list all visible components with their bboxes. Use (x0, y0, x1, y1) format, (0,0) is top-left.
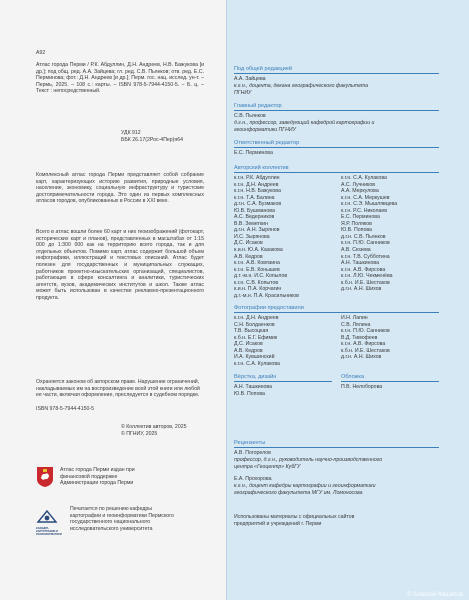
list-item: С.В. Лялина (341, 321, 371, 328)
reviewer-2-desc: к.г.н., доцент кафедры картографии и геоинформатики географического факультета МГУ им. Ломоносова (234, 483, 376, 496)
photo-credits-right (341, 315, 390, 361)
heading-rule (234, 147, 439, 148)
list-item: к.г.н. Е.В. Конышев (234, 266, 280, 273)
list-item: Д.С. Исаков (234, 341, 263, 348)
list-item: к.и.н. П.А. Корчагин (234, 286, 282, 293)
list-item: А.В. Кедров (234, 253, 263, 260)
perm-coat-of-arms-icon (36, 466, 54, 488)
list-item: к.г.н. Р.С. Николаев (341, 207, 387, 214)
atlas-description: Комплексный атлас города Перми представляет собой собрание карт, характеризующих историю развития, природные условия, население, экономику, социальную инфраструктуру и туристские достопримечательности города. Это один из первых комплексных атласов городов, опубликованных в России в XXI веке. (36, 172, 204, 205)
administration-support: Атлас города Перми издан при финансовой поддержке Администрации города Перми (60, 467, 135, 487)
heading-rule (341, 381, 439, 382)
list-item: к.г.н. С.Э. Мышлявцева (341, 201, 398, 208)
general-editor-heading: Под общей редакцией (234, 66, 292, 72)
list-item: И.А. Кувшинский (234, 354, 275, 361)
department-logo (36, 508, 58, 526)
list-item: д.г.н. А.Н. Шихов (341, 286, 382, 293)
heading-rule (234, 73, 439, 74)
list-item: А.С. Лучников (341, 181, 376, 188)
list-item: А.В. Сюзева (341, 247, 371, 254)
list-item: к.г.н. Т.В. Субботина (341, 253, 390, 260)
heading-rule (234, 447, 439, 448)
list-item: А.Н. Ташкинова (234, 384, 273, 390)
isbn: ISBN 978-5-7944-4150-5 (36, 406, 94, 412)
responsible-editor-heading: Ответственный редактор (234, 140, 300, 146)
sources-note: Использованы материалы с официальных сайтов предприятий и учреждений г. Перми (234, 514, 355, 527)
list-item: к.г.н. Д.Н. Андреев (234, 315, 279, 321)
list-item: к.г.н. П.Ю. Санников (341, 240, 390, 247)
general-editor-desc: к.г.н., доцента, декана географического факультета ПГНИУ (234, 83, 369, 96)
list-item: д.г.-м.н. П.А. Красильников (234, 292, 299, 299)
list-item: к.б.н. И.Е. Шестаков (341, 279, 390, 286)
bibliographic-record: Атлас города Перми / Р.К. Абдуллин, Д.Н. Андреев, Н.В. Бажукова [и др.]; под общ. ред. А.А. Зайцева; гл. ред. С.В. Пьянков; отв. ред. Е.С. Перминова; фот.: Д.Н. Андреев [и др.]; Перм. гос. нац. исслед. ун-т. – Пермь, 2025. – 108 с.: карты. – ISBN 978-5-7944-4150-5. – Б. ц. – Текст : непосредственный. (36, 62, 204, 95)
layout-design-heading: Вёрстка, дизайн (234, 374, 277, 380)
list-item: к.г.н. А.В. Фирсова (341, 266, 386, 273)
heading-rule (234, 381, 332, 382)
list-item: к.и.н. Ю.А. Казакова (234, 247, 283, 254)
authors-heading: Авторский коллектив (234, 165, 289, 171)
layout-design-names (234, 384, 272, 397)
list-item: А.В. Кедров (234, 347, 263, 354)
list-item: И.С. Зырянова (234, 233, 270, 240)
heading-rule (234, 312, 439, 313)
authors-list-left (234, 175, 299, 299)
reviewers-heading: Рецензенты (234, 440, 266, 446)
list-item: В.Д. Тимофеев (341, 334, 378, 341)
list-item: к.б.н. Е.Г. Ефимик (234, 334, 278, 341)
column-divider (226, 0, 227, 600)
cover-designer-name: П.В. Нелоборова (341, 384, 383, 390)
copyright-authors: © Коллектив авторов, 2025 (121, 424, 187, 430)
list-item: д.г.н. С.В. Пьянков (341, 233, 386, 240)
printing-decision: Печатается по решению кафедры картографии и геоинформатики Пермского государственного национального исследовательского университета (70, 506, 174, 532)
photo-credits-left (234, 315, 280, 367)
watermark: © Алексей Кашапов (407, 592, 463, 598)
list-item: Ю.В. Попова (234, 390, 265, 397)
list-item: к.г.н. Т.А. Балина (234, 194, 275, 201)
list-item: А.Н. Ташкинова (341, 260, 380, 267)
copyright-notice: Охраняется законом об авторском праве. Нарушение ограничений, накладываемых им на воспроизведение всей этой книги или любой ее части, включая оформление, преследуется в судебном порядке. (36, 379, 200, 399)
list-item: В.В. Земеткин (234, 220, 268, 227)
list-item: к.г.н. Л.Ю. Чекменёва (341, 273, 393, 280)
list-item: к.г.н. С.А. Кулакова (234, 360, 280, 367)
reviewer-2-name: Е.А. Прохорова (234, 476, 272, 482)
list-item: Е.С. Перминова (341, 214, 380, 221)
list-item: к.г.н. А.В. Ковязина (234, 260, 280, 267)
list-item: к.г.н. Д.Н. Андреев (234, 181, 279, 188)
copyright-university: © ПГНИУ, 2025 (121, 431, 158, 437)
list-item: А.А. Меркулова (341, 188, 379, 195)
reviewer-1-desc: профессор, д.г.н., руководитель научно-производственного центра «Геоцентр» КубГУ (234, 457, 383, 470)
heading-rule (234, 110, 439, 111)
list-item: Д.С. Исаков (234, 240, 263, 247)
imprint-column (0, 0, 226, 600)
list-item: д.г.н. А.Н. Шихов (341, 354, 382, 361)
list-item: к.г.н. Р.К. Абдуллин (234, 175, 280, 181)
credits-column (226, 0, 469, 600)
department-logo-text: КАФЕДРА КАРТОГРАФИИ И ГЕОИНФОРМАТИКИ (36, 527, 62, 536)
list-item: к.г.н. П.Ю. Санников (341, 328, 390, 335)
list-item: Т.В. Высоцкая (234, 328, 269, 335)
cover-heading: Обложка (341, 374, 365, 380)
bbk-code: ББК 26.17(2Рос-4Пер)я64 (121, 137, 183, 143)
chief-editor-desc: д.г.н., профессор, заведующий кафедрой картографии и геоинформатики ПГНИУ (234, 120, 375, 133)
heading-rule (234, 172, 439, 173)
list-item: Ю.В. Попова (341, 227, 372, 234)
chief-editor-heading: Главный редактор (234, 103, 282, 109)
list-item: д.т.-м.н. И.С. Копылов (234, 273, 288, 280)
list-item: А.С. Ведерников (234, 214, 275, 221)
list-item: д.г.н. С.А. Бузмаков (234, 201, 282, 208)
list-item: Я.Р. Поляков (341, 220, 372, 227)
list-item: И.Н. Лапин (341, 315, 368, 321)
list-item: С.Н. Болдаенков (234, 321, 275, 328)
list-item: к.г.н. С.А. Меркушев (341, 194, 390, 201)
list-item: к.г.н. Н.В. Бажукова (234, 188, 281, 195)
list-item: к.г.н. С.А. Кулакова (341, 175, 387, 181)
list-item: к.г.н. С.В. Копытов (234, 279, 279, 286)
udk-code: УДК 912 (121, 130, 141, 136)
reviewer-1-name: А.В. Погорелов (234, 450, 271, 456)
photos-heading: Фотографии предоставили (234, 305, 304, 311)
general-editor-name: А.А. Зайцева (234, 76, 266, 82)
list-item: д.г.н. А.Н. Зырянов (234, 227, 280, 234)
list-item: Ю.В. Бушманова (234, 207, 275, 214)
list-item: к.б.н. И.Е. Шестаков (341, 347, 390, 354)
atlas-contents-description: Всего в атлас вошли более 60 карт и них геоизображений (фотокарт, исторических карт и планов), представленных в масштабах от 1:15 000 до 1:300 000 как на территорию всего города, так и для отдельных объектов. Помимо карт, атлас содержит большой объем инфографики, иллюстраций и текстовых описаний. Атлас будет полезен для государственных и муниципальных служащих, работников проектно-изыскательских организаций, специалистов, работающих в сфере консалтинга и аналитики, туристических агентств, вузов, академических институтов и школ. Также атлас может быть использован в качестве рекламно-презентационного продукта. (36, 229, 204, 301)
authors-list-right (341, 175, 397, 293)
catalog-code: А92 (36, 50, 46, 56)
list-item: к.г.н. А.В. Фирсова (341, 341, 386, 348)
cartography-department-icon (36, 508, 58, 526)
chief-editor-name: С.В. Пьянков (234, 113, 266, 119)
responsible-editor-name: Е.С. Перминова (234, 150, 273, 156)
